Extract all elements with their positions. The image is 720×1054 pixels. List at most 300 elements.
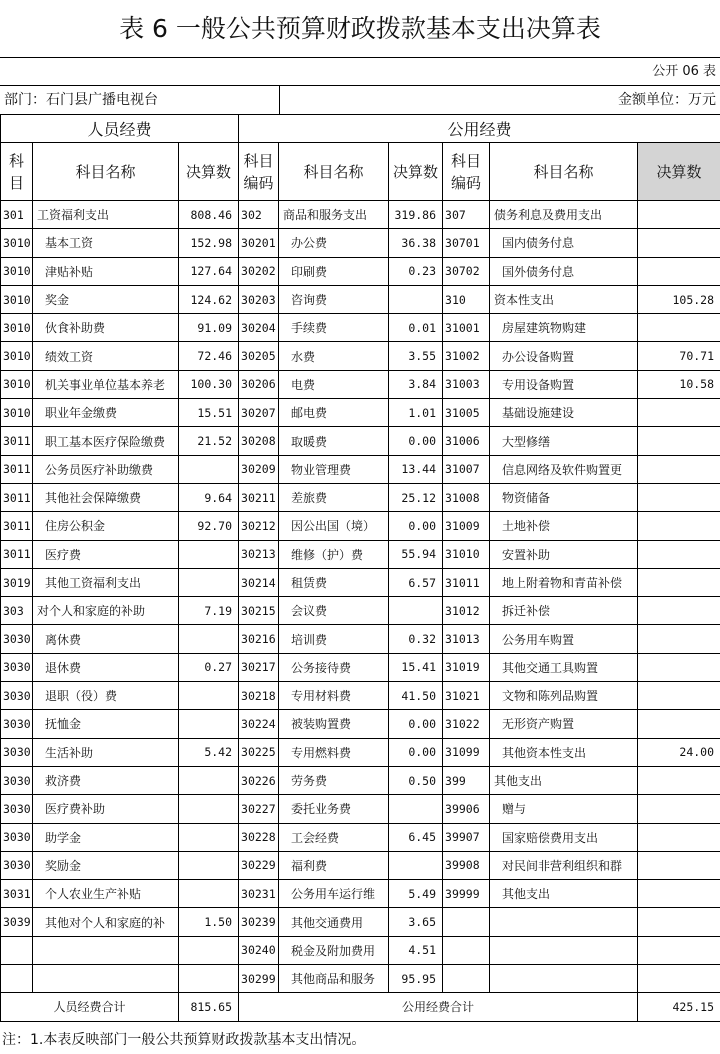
name-cell: 劳务费 xyxy=(279,766,389,794)
name-cell: 基础设施建设 xyxy=(490,399,638,427)
name-cell: 文物和陈列品购置 xyxy=(490,682,638,710)
amount-cell: 152.98 xyxy=(179,229,239,257)
amount-cell: 55.94 xyxy=(389,540,443,568)
code-cell: 3011 xyxy=(1,483,33,511)
code-cell: 307 xyxy=(443,201,490,229)
name-cell xyxy=(490,965,638,993)
name-cell: 印刷费 xyxy=(279,257,389,285)
table-row xyxy=(1,936,720,964)
code-cell: 3011 xyxy=(1,512,33,540)
personnel-total-label: 人员经费合计 xyxy=(1,993,179,1021)
name-cell: 其他交通费用 xyxy=(279,908,389,936)
name-cell xyxy=(490,936,638,964)
code-cell: 30208 xyxy=(239,427,279,455)
name-cell: 水费 xyxy=(279,342,389,370)
name-cell: 机关事业单位基本养老 xyxy=(33,370,179,398)
amount-cell xyxy=(389,285,443,313)
amount-cell xyxy=(638,880,720,908)
code-cell: 30202 xyxy=(239,257,279,285)
amount-cell xyxy=(638,710,720,738)
amount-cell: 319.86 xyxy=(389,201,443,229)
code-cell: 310 xyxy=(443,285,490,313)
amount-cell: 0.00 xyxy=(389,738,443,766)
amount-cell: 3.55 xyxy=(389,342,443,370)
header-code: 科目编码 xyxy=(239,143,279,201)
amount-cell: 6.57 xyxy=(389,568,443,596)
name-cell: 其他交通工具购置 xyxy=(490,653,638,681)
code-cell xyxy=(443,908,490,936)
code-cell: 3030 xyxy=(1,738,33,766)
name-cell: 个人农业生产补贴 xyxy=(33,880,179,908)
header-code: 科目编码 xyxy=(443,143,490,201)
name-cell: 差旅费 xyxy=(279,483,389,511)
code-cell: 3030 xyxy=(1,766,33,794)
code-cell: 31008 xyxy=(443,483,490,511)
amount-cell xyxy=(179,682,239,710)
code-cell: 31012 xyxy=(443,597,490,625)
name-cell: 其他资本性支出 xyxy=(490,738,638,766)
personnel-total-value: 815.65 xyxy=(179,993,239,1021)
name-cell: 安置补助 xyxy=(490,540,638,568)
code-cell: 31005 xyxy=(443,399,490,427)
name-cell: 职业年金缴费 xyxy=(33,399,179,427)
expenditure-table xyxy=(0,114,720,1022)
name-cell: 福利费 xyxy=(279,851,389,879)
code-cell: 3011 xyxy=(1,540,33,568)
name-cell: 会议费 xyxy=(279,597,389,625)
code-cell: 3010 xyxy=(1,229,33,257)
amount-cell xyxy=(389,597,443,625)
amount-cell xyxy=(638,682,720,710)
name-cell xyxy=(33,965,179,993)
code-cell: 31002 xyxy=(443,342,490,370)
header-name: 科目名称 xyxy=(33,143,179,201)
amount-cell: 3.84 xyxy=(389,370,443,398)
name-cell xyxy=(33,936,179,964)
code-cell xyxy=(443,936,490,964)
table-row xyxy=(1,314,720,342)
form-number: 公开 06 表 xyxy=(0,58,720,86)
name-cell: 基本工资 xyxy=(33,229,179,257)
amount-cell: 95.95 xyxy=(389,965,443,993)
amount-cell: 7.19 xyxy=(179,597,239,625)
code-cell: 3011 xyxy=(1,455,33,483)
name-cell: 手续费 xyxy=(279,314,389,342)
code-cell: 3010 xyxy=(1,399,33,427)
name-cell: 电费 xyxy=(279,370,389,398)
name-cell: 邮电费 xyxy=(279,399,389,427)
code-cell: 31010 xyxy=(443,540,490,568)
code-cell: 3010 xyxy=(1,314,33,342)
code-cell xyxy=(443,965,490,993)
name-cell: 其他社会保障缴费 xyxy=(33,483,179,511)
amount-cell xyxy=(638,597,720,625)
amount-cell: 24.00 xyxy=(638,738,720,766)
code-cell: 30215 xyxy=(239,597,279,625)
name-cell: 抚恤金 xyxy=(33,710,179,738)
name-cell: 租赁费 xyxy=(279,568,389,596)
public-total-value: 425.15 xyxy=(638,993,720,1021)
name-cell: 公务用车运行维 xyxy=(279,880,389,908)
amount-cell: 9.64 xyxy=(179,483,239,511)
amount-cell: 0.01 xyxy=(389,314,443,342)
amount-cell: 21.52 xyxy=(179,427,239,455)
name-cell: 奖金 xyxy=(33,285,179,313)
amount-cell xyxy=(638,823,720,851)
code-cell: 31007 xyxy=(443,455,490,483)
table-row xyxy=(1,370,720,398)
code-cell: 30231 xyxy=(239,880,279,908)
table-row xyxy=(1,653,720,681)
name-cell: 委托业务费 xyxy=(279,795,389,823)
code-cell: 30239 xyxy=(239,908,279,936)
divider xyxy=(279,86,280,114)
code-cell: 30216 xyxy=(239,625,279,653)
code-cell: 30227 xyxy=(239,795,279,823)
name-cell: 津贴补贴 xyxy=(33,257,179,285)
amount-cell: 15.41 xyxy=(389,653,443,681)
name-cell: 救济费 xyxy=(33,766,179,794)
code-cell: 31099 xyxy=(443,738,490,766)
amount-cell: 124.62 xyxy=(179,285,239,313)
code-cell: 3039 xyxy=(1,908,33,936)
name-cell: 因公出国（境） xyxy=(279,512,389,540)
amount-cell xyxy=(179,880,239,908)
header-amount: 决算数 xyxy=(389,143,443,201)
table-row xyxy=(1,455,720,483)
amount-cell xyxy=(638,427,720,455)
code-cell: 30214 xyxy=(239,568,279,596)
code-cell: 30226 xyxy=(239,766,279,794)
code-cell: 39908 xyxy=(443,851,490,879)
amount-cell: 0.23 xyxy=(389,257,443,285)
name-cell: 培训费 xyxy=(279,625,389,653)
public-total-label: 公用经费合计 xyxy=(239,993,638,1021)
amount-cell xyxy=(638,483,720,511)
name-cell: 公务用车购置 xyxy=(490,625,638,653)
code-cell: 3030 xyxy=(1,682,33,710)
name-cell: 专用材料费 xyxy=(279,682,389,710)
header-amount: 决算数 xyxy=(179,143,239,201)
code-cell: 31009 xyxy=(443,512,490,540)
name-cell xyxy=(490,908,638,936)
code-cell: 30207 xyxy=(239,399,279,427)
table-row xyxy=(1,201,720,229)
code-cell: 30702 xyxy=(443,257,490,285)
name-cell: 公务员医疗补助缴费 xyxy=(33,455,179,483)
name-cell: 专用燃料费 xyxy=(279,738,389,766)
name-cell: 工会经费 xyxy=(279,823,389,851)
code-cell: 3030 xyxy=(1,823,33,851)
code-cell: 30211 xyxy=(239,483,279,511)
code-cell: 30213 xyxy=(239,540,279,568)
code-cell: 30203 xyxy=(239,285,279,313)
code-cell: 30201 xyxy=(239,229,279,257)
name-cell: 咨询费 xyxy=(279,285,389,313)
name-cell: 赠与 xyxy=(490,795,638,823)
code-cell: 3010 xyxy=(1,370,33,398)
code-cell: 3030 xyxy=(1,710,33,738)
name-cell: 奖励金 xyxy=(33,851,179,879)
code-cell: 3030 xyxy=(1,625,33,653)
amount-cell: 41.50 xyxy=(389,682,443,710)
table-row xyxy=(1,625,720,653)
amount-cell xyxy=(389,851,443,879)
table-row xyxy=(1,597,720,625)
code-cell: 39906 xyxy=(443,795,490,823)
code-cell: 3030 xyxy=(1,653,33,681)
name-cell: 住房公积金 xyxy=(33,512,179,540)
name-cell: 伙食补助费 xyxy=(33,314,179,342)
group-header-public: 公用经费 xyxy=(239,115,720,143)
name-cell: 生活补助 xyxy=(33,738,179,766)
header-name: 科目名称 xyxy=(490,143,638,201)
table-row xyxy=(1,965,720,993)
report-title: 表 6 一般公共预算财政拨款基本支出决算表 xyxy=(0,0,720,58)
table-row xyxy=(1,795,720,823)
amount-cell xyxy=(179,766,239,794)
code-cell xyxy=(1,965,33,993)
amount-cell xyxy=(638,795,720,823)
table-row xyxy=(1,540,720,568)
table-row xyxy=(1,766,720,794)
code-cell: 39999 xyxy=(443,880,490,908)
code-cell: 399 xyxy=(443,766,490,794)
amount-cell xyxy=(638,568,720,596)
code-cell: 31003 xyxy=(443,370,490,398)
footnote: 注：1.本表反映部门一般公共预算财政拨款基本支出情况。 xyxy=(2,1032,366,1048)
name-cell: 大型修缮 xyxy=(490,427,638,455)
amount-cell xyxy=(179,823,239,851)
name-cell: 其他支出 xyxy=(490,766,638,794)
code-cell: 30229 xyxy=(239,851,279,879)
name-cell: 办公设备购置 xyxy=(490,342,638,370)
name-cell: 对民间非营利组织和群 xyxy=(490,851,638,879)
name-cell: 信息网络及软件购置更 xyxy=(490,455,638,483)
code-cell: 3010 xyxy=(1,285,33,313)
code-cell: 31006 xyxy=(443,427,490,455)
name-cell: 物资储备 xyxy=(490,483,638,511)
code-cell: 30225 xyxy=(239,738,279,766)
amount-cell xyxy=(638,257,720,285)
code-cell: 39907 xyxy=(443,823,490,851)
name-cell: 医疗费补助 xyxy=(33,795,179,823)
amount-cell: 808.46 xyxy=(179,201,239,229)
amount-cell xyxy=(638,908,720,936)
name-cell: 医疗费 xyxy=(33,540,179,568)
amount-cell: 10.58 xyxy=(638,370,720,398)
table-row xyxy=(1,257,720,285)
name-cell: 商品和服务支出 xyxy=(279,201,389,229)
amount-cell xyxy=(638,851,720,879)
amount-cell xyxy=(179,540,239,568)
code-cell: 30224 xyxy=(239,710,279,738)
code-cell: 31001 xyxy=(443,314,490,342)
amount-cell: 92.70 xyxy=(179,512,239,540)
totals-row xyxy=(1,993,720,1021)
amount-cell: 72.46 xyxy=(179,342,239,370)
amount-cell xyxy=(638,314,720,342)
amount-cell: 5.49 xyxy=(389,880,443,908)
amount-cell xyxy=(638,512,720,540)
amount-cell: 5.42 xyxy=(179,738,239,766)
name-cell: 地上附着物和青苗补偿 xyxy=(490,568,638,596)
code-cell: 301 xyxy=(1,201,33,229)
amount-cell xyxy=(638,455,720,483)
name-cell: 助学金 xyxy=(33,823,179,851)
amount-cell: 105.28 xyxy=(638,285,720,313)
code-cell: 31019 xyxy=(443,653,490,681)
code-cell: 30204 xyxy=(239,314,279,342)
code-cell: 3031 xyxy=(1,880,33,908)
amount-cell xyxy=(179,455,239,483)
amount-cell: 0.00 xyxy=(389,710,443,738)
table-row xyxy=(1,399,720,427)
code-cell: 31013 xyxy=(443,625,490,653)
table-row xyxy=(1,427,720,455)
code-cell: 3030 xyxy=(1,795,33,823)
amount-cell: 0.50 xyxy=(389,766,443,794)
unit-label: 金额单位：万元 xyxy=(618,92,716,108)
amount-cell xyxy=(638,653,720,681)
name-cell: 离休费 xyxy=(33,625,179,653)
table-row xyxy=(1,908,720,936)
name-cell: 税金及附加费用 xyxy=(279,936,389,964)
table-row xyxy=(1,285,720,313)
table-row xyxy=(1,512,720,540)
table-row xyxy=(1,483,720,511)
amount-cell: 0.32 xyxy=(389,625,443,653)
name-cell: 职工基本医疗保险缴费 xyxy=(33,427,179,455)
name-cell: 其他商品和服务 xyxy=(279,965,389,993)
name-cell: 对个人和家庭的补助 xyxy=(33,597,179,625)
department-label: 部门：石门县广播电视台 xyxy=(4,92,158,108)
amount-cell xyxy=(638,766,720,794)
name-cell: 退休费 xyxy=(33,653,179,681)
header-code: 科目 xyxy=(1,143,33,201)
code-cell: 30299 xyxy=(239,965,279,993)
code-cell: 3010 xyxy=(1,342,33,370)
name-cell: 无形资产购置 xyxy=(490,710,638,738)
table-row xyxy=(1,880,720,908)
name-cell: 拆迁补偿 xyxy=(490,597,638,625)
table-row xyxy=(1,229,720,257)
amount-cell: 4.51 xyxy=(389,936,443,964)
code-cell: 3030 xyxy=(1,851,33,879)
code-cell: 31011 xyxy=(443,568,490,596)
table-row xyxy=(1,738,720,766)
code-cell: 30217 xyxy=(239,653,279,681)
amount-cell: 0.27 xyxy=(179,653,239,681)
amount-cell xyxy=(179,568,239,596)
code-cell: 3011 xyxy=(1,427,33,455)
amount-cell: 13.44 xyxy=(389,455,443,483)
name-cell: 其他支出 xyxy=(490,880,638,908)
amount-cell xyxy=(638,965,720,993)
amount-cell: 36.38 xyxy=(389,229,443,257)
name-cell: 国家赔偿费用支出 xyxy=(490,823,638,851)
amount-cell xyxy=(179,710,239,738)
table-row xyxy=(1,342,720,370)
name-cell: 国内债务付息 xyxy=(490,229,638,257)
department-bar xyxy=(0,86,720,114)
code-cell: 30209 xyxy=(239,455,279,483)
amount-cell xyxy=(638,201,720,229)
table-row xyxy=(1,851,720,879)
group-header-personnel: 人员经费 xyxy=(1,115,239,143)
amount-cell: 3.65 xyxy=(389,908,443,936)
name-cell: 被装购置费 xyxy=(279,710,389,738)
name-cell: 物业管理费 xyxy=(279,455,389,483)
amount-cell xyxy=(638,399,720,427)
amount-cell: 127.64 xyxy=(179,257,239,285)
name-cell: 绩效工资 xyxy=(33,342,179,370)
code-cell: 30228 xyxy=(239,823,279,851)
table-row xyxy=(1,710,720,738)
amount-cell: 15.51 xyxy=(179,399,239,427)
amount-cell: 6.45 xyxy=(389,823,443,851)
amount-cell xyxy=(638,540,720,568)
table-row xyxy=(1,682,720,710)
code-cell: 30205 xyxy=(239,342,279,370)
name-cell: 房屋建筑物购建 xyxy=(490,314,638,342)
amount-cell: 1.50 xyxy=(179,908,239,936)
amount-cell: 70.71 xyxy=(638,342,720,370)
amount-cell xyxy=(179,936,239,964)
header-amount: 决算数 xyxy=(638,143,720,201)
amount-cell xyxy=(638,625,720,653)
amount-cell: 0.00 xyxy=(389,427,443,455)
code-cell: 3019 xyxy=(1,568,33,596)
amount-cell: 1.01 xyxy=(389,399,443,427)
amount-cell xyxy=(179,851,239,879)
name-cell: 取暖费 xyxy=(279,427,389,455)
name-cell: 工资福利支出 xyxy=(33,201,179,229)
name-cell: 其他工资福利支出 xyxy=(33,568,179,596)
code-cell: 30206 xyxy=(239,370,279,398)
name-cell: 其他对个人和家庭的补 xyxy=(33,908,179,936)
name-cell: 公务接待费 xyxy=(279,653,389,681)
amount-cell xyxy=(179,795,239,823)
code-cell xyxy=(1,936,33,964)
code-cell: 3010 xyxy=(1,257,33,285)
table-row xyxy=(1,568,720,596)
amount-cell: 91.09 xyxy=(179,314,239,342)
amount-cell xyxy=(179,965,239,993)
code-cell: 30240 xyxy=(239,936,279,964)
name-cell: 国外债务付息 xyxy=(490,257,638,285)
code-cell: 302 xyxy=(239,201,279,229)
name-cell: 退职（役）费 xyxy=(33,682,179,710)
code-cell: 303 xyxy=(1,597,33,625)
name-cell: 资本性支出 xyxy=(490,285,638,313)
amount-cell: 25.12 xyxy=(389,483,443,511)
name-cell: 维修（护）费 xyxy=(279,540,389,568)
header-name: 科目名称 xyxy=(279,143,389,201)
name-cell: 专用设备购置 xyxy=(490,370,638,398)
code-cell: 31022 xyxy=(443,710,490,738)
name-cell: 土地补偿 xyxy=(490,512,638,540)
amount-cell: 0.00 xyxy=(389,512,443,540)
amount-cell xyxy=(389,795,443,823)
amount-cell xyxy=(638,229,720,257)
amount-cell: 100.30 xyxy=(179,370,239,398)
table-row xyxy=(1,823,720,851)
code-cell: 30212 xyxy=(239,512,279,540)
code-cell: 31021 xyxy=(443,682,490,710)
amount-cell xyxy=(638,936,720,964)
code-cell: 30218 xyxy=(239,682,279,710)
